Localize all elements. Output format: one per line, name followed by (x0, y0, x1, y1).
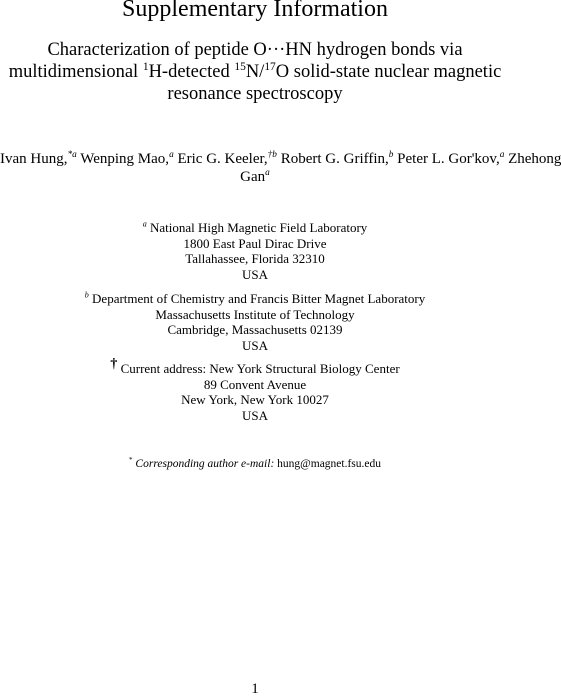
author-list (0, 150, 561, 186)
corresponding-author (0, 457, 510, 471)
paper-title-line-2 (0, 61, 510, 83)
affiliation-line: New York, New York 10027 (181, 392, 329, 407)
affiliation-b (0, 291, 510, 353)
dagger-mark: † (110, 356, 118, 372)
title-text-segment: N/ (245, 62, 265, 82)
author-line-2 (0, 168, 510, 186)
current-address (0, 356, 510, 423)
affiliation-mark: b (388, 150, 394, 160)
affiliation-line (0, 220, 510, 236)
title-text-segment: multidimensional (8, 62, 143, 82)
asterisk-mark: * (128, 456, 133, 465)
affiliation-line: Cambridge, Massachusetts 02139 (167, 322, 343, 337)
author-name: Peter L. Gor'kov, (393, 151, 500, 167)
affiliation-mark: a (265, 168, 270, 178)
paper-title-line-1: Characterization of peptide O···HN hydrogen bonds via (47, 40, 463, 60)
affiliation-mark: a (169, 150, 174, 160)
affiliation-text: Department of Chemistry and Francis Bitter Magnet Laboratory (88, 291, 426, 306)
paper-title (0, 39, 510, 105)
affiliation-line: 89 Convent Avenue (203, 376, 307, 392)
contact-label: Corresponding author e-mail: (132, 458, 275, 470)
author-name: Robert G. Griffin, (276, 151, 389, 167)
title-text-segment: H-detected (148, 62, 235, 82)
author-name: Wenping Mao, (76, 151, 170, 167)
author-name: Zhehong (504, 151, 561, 167)
affiliation-line: Tallahassee, Florida 32310 (185, 251, 325, 266)
affiliation-mark: *a (67, 150, 77, 160)
isotope-superscript-15n: 15 (234, 60, 246, 73)
affiliation-line: USA (241, 337, 268, 353)
page-number: 1 (251, 681, 259, 697)
author-name: Eric G. Keeler, (173, 151, 268, 167)
affiliation-a (0, 220, 510, 282)
affiliation-line: USA (241, 407, 268, 423)
isotope-superscript-1h: 1 (142, 60, 149, 73)
paper-title-line-3: resonance spectroscopy (167, 84, 343, 104)
author-name: Ivan Hung, (0, 151, 68, 167)
affiliation-line: Massachusetts Institute of Technology (155, 306, 355, 322)
author-line-1 (0, 150, 561, 168)
contact-email[interactable]: hung@magnet.fsu.edu (274, 458, 382, 470)
affiliation-text: National High Magnetic Field Laboratory (146, 220, 368, 235)
affiliation-mark: a (142, 219, 147, 229)
affiliation-mark: †b (267, 150, 277, 160)
affiliation-text: Current address: New York Structural Biology Center (117, 361, 400, 376)
affiliation-line (0, 356, 510, 377)
isotope-superscript-17o: 17 (264, 60, 276, 73)
affiliation-mark: a (499, 150, 505, 160)
title-text-segment: O solid-state nuclear magnetic (275, 62, 502, 82)
affiliation-line (0, 291, 510, 307)
supplementary-title: Supplementary Information (122, 0, 388, 22)
affiliation-line: 1800 East Paul Dirac Drive (183, 235, 327, 251)
affiliation-line: USA (241, 266, 268, 282)
page-title (0, 0, 510, 24)
author-name: Gan (240, 169, 266, 185)
affiliation-mark: b (84, 290, 89, 300)
